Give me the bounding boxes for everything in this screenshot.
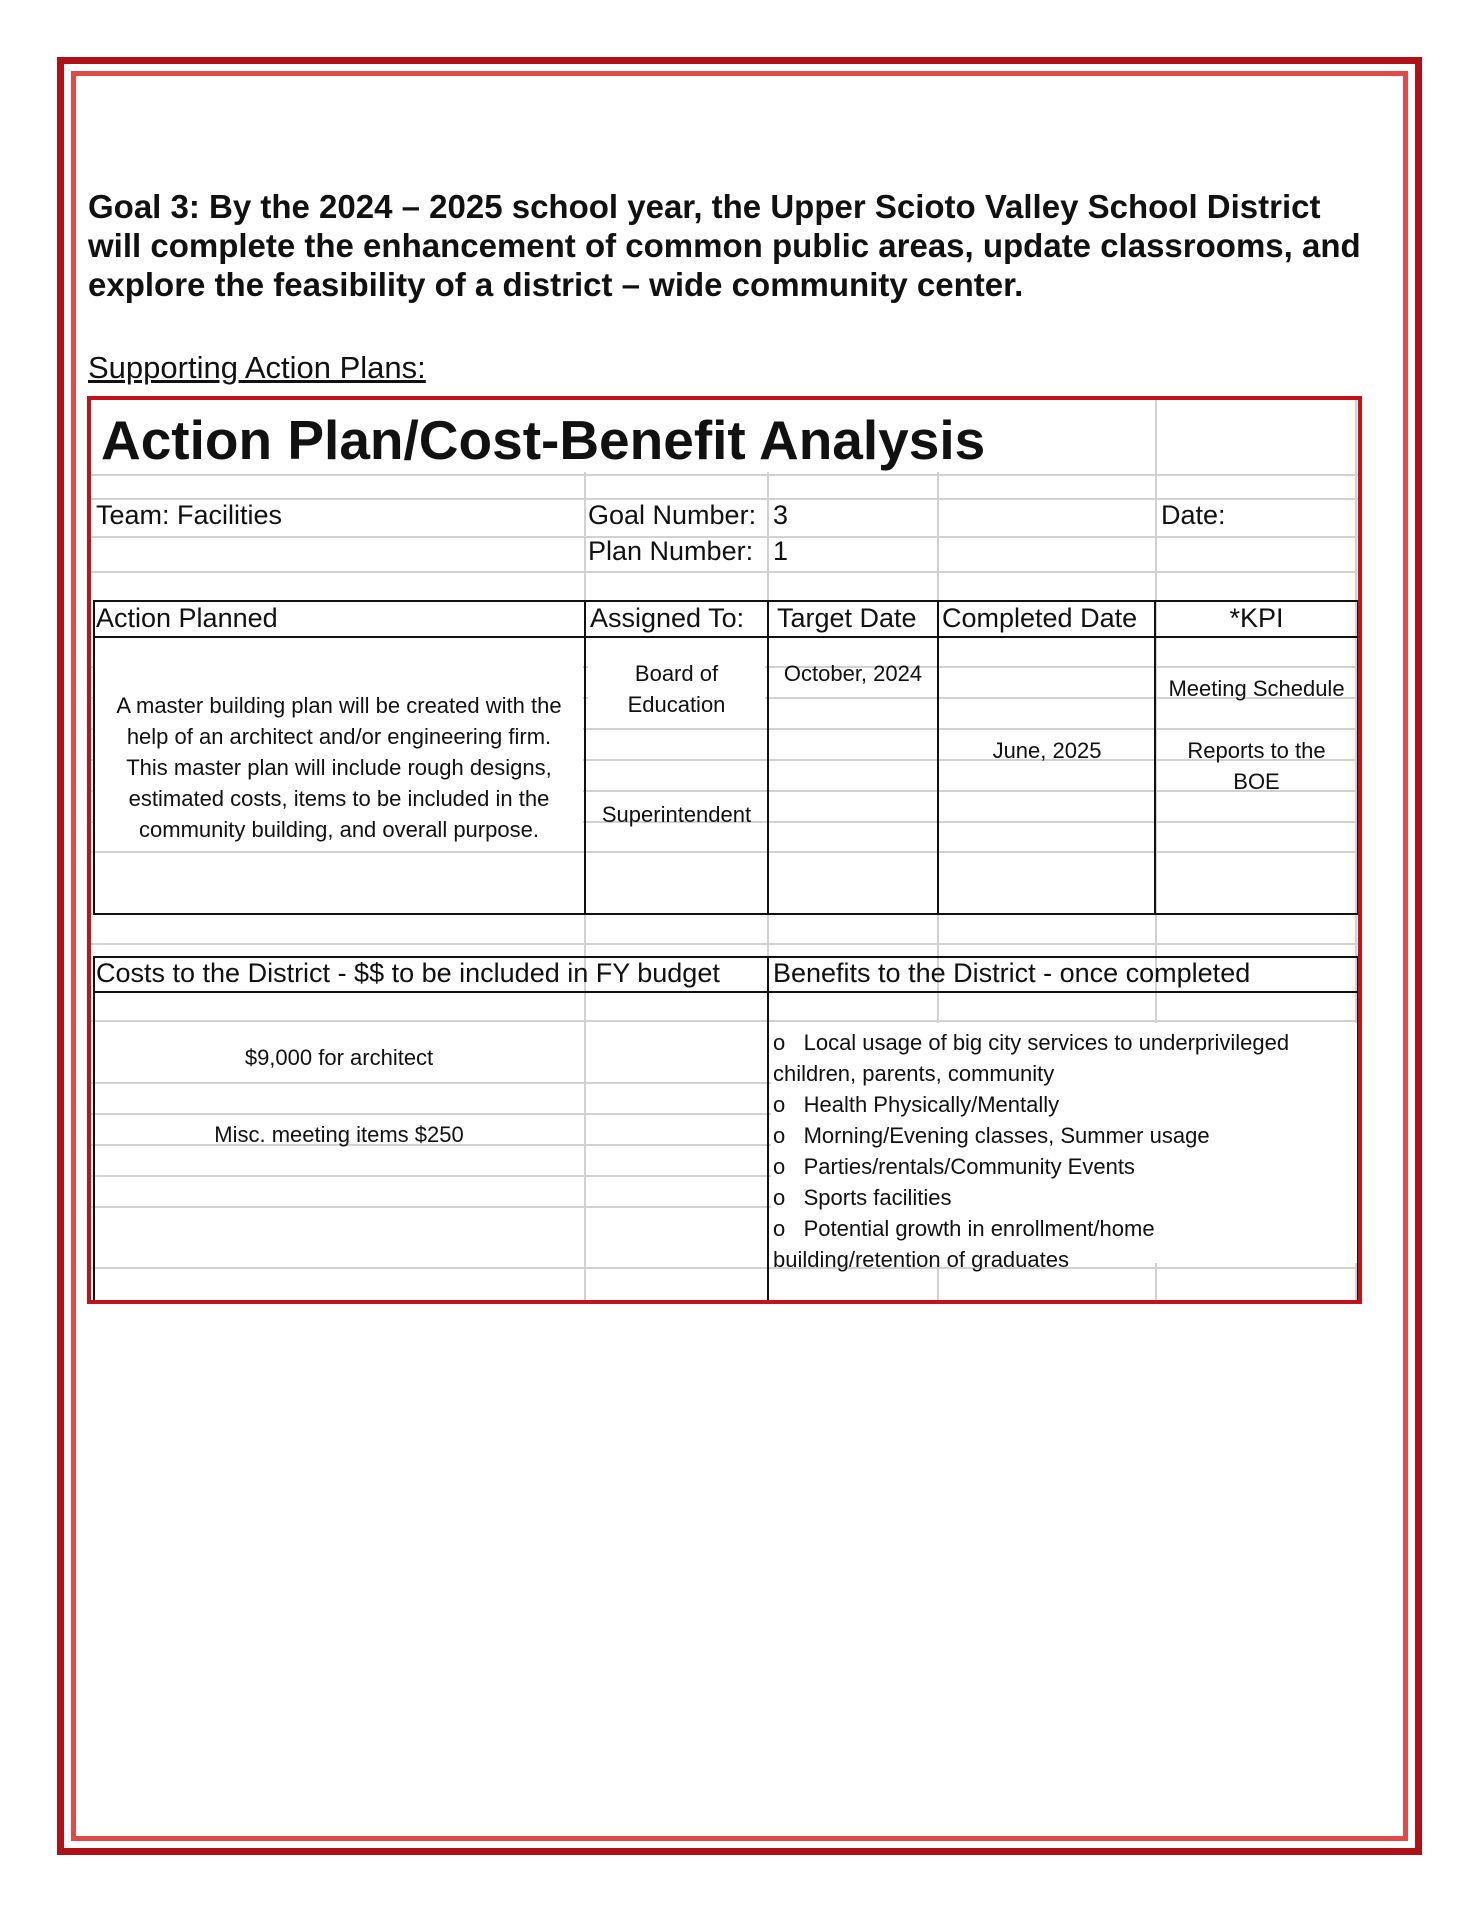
action-line: A master building plan will be created with the xyxy=(116,693,562,718)
goal-number-label: Goal Number: xyxy=(588,500,757,530)
plan-number-label: Plan Number: xyxy=(588,536,754,566)
table-border xyxy=(767,600,769,915)
action-line: help of an architect and/or engineering firm. xyxy=(126,724,552,749)
action-plan-sheet xyxy=(87,396,1362,1304)
bullet: o xyxy=(773,1185,786,1210)
supporting-action-plans-heading: Supporting Action Plans: xyxy=(88,350,426,385)
goal-line: explore the feasibility of a district – wide community center. xyxy=(88,266,1024,303)
plan-number-value: 1 xyxy=(773,536,789,566)
kpi-line: BOE xyxy=(1233,769,1280,794)
benefit-text: Potential growth in enrollment/home xyxy=(803,1216,1155,1241)
benefit-text: children, parents, community xyxy=(773,1061,1055,1086)
gridline xyxy=(91,943,1362,945)
gridline xyxy=(91,571,1362,573)
header-action-planned: Action Planned xyxy=(96,603,278,633)
action-line: estimated costs, items to be included in the xyxy=(128,786,550,811)
action-line: community building, and overall purpose. xyxy=(139,817,539,842)
gridline xyxy=(91,851,1362,853)
table-border xyxy=(93,913,1359,915)
header-completed-date: Completed Date xyxy=(942,603,1138,633)
date-label: Date: xyxy=(1161,500,1226,530)
benefit-item xyxy=(773,1027,1289,1275)
gridline xyxy=(91,1020,1362,1022)
assigned-board xyxy=(586,658,767,720)
benefit-text: building/retention of graduates xyxy=(773,1247,1069,1272)
assigned-line: Board of xyxy=(634,661,719,686)
table-border xyxy=(93,636,1359,638)
kpi-meeting: Meeting Schedule xyxy=(1168,676,1345,701)
benefit-text: Morning/Evening classes, Summer usage xyxy=(803,1123,1210,1148)
assigned-line: Education xyxy=(627,692,726,717)
bullet: o xyxy=(773,1216,786,1241)
sheet-title: Action Plan/Cost-Benefit Analysis xyxy=(101,409,986,471)
cost-item: Misc. meeting items $250 xyxy=(214,1122,464,1147)
header-assigned-to: Assigned To: xyxy=(590,603,745,633)
goal-line: will complete the enhancement of common public areas, update classrooms, and xyxy=(88,227,1361,264)
completed-date-value: June, 2025 xyxy=(992,738,1102,763)
bullet: o xyxy=(773,1092,786,1117)
benefit-text: Parties/rentals/Community Events xyxy=(803,1154,1135,1179)
bullet: o xyxy=(773,1030,786,1055)
table-border xyxy=(1357,600,1359,915)
assigned-superintendent: Superintendent xyxy=(601,802,752,827)
header-target-date: Target Date xyxy=(777,603,917,633)
kpi-line: Reports to the xyxy=(1187,738,1326,763)
target-date-value: October, 2024 xyxy=(783,661,923,686)
gridline xyxy=(91,474,1362,476)
benefit-text: Local usage of big city services to underprivileged xyxy=(803,1030,1290,1055)
table-border xyxy=(93,1302,1359,1304)
benefits-header: Benefits to the District - once completed xyxy=(773,958,1251,988)
table-border xyxy=(584,600,586,915)
bullet: o xyxy=(773,1123,786,1148)
kpi-reports xyxy=(1156,735,1357,797)
team-label: Team: Facilities xyxy=(96,500,283,530)
table-border xyxy=(93,991,1359,993)
header-kpi: *KPI xyxy=(1229,603,1284,633)
benefit-text: Sports facilities xyxy=(803,1185,952,1210)
goal-statement xyxy=(88,187,1413,304)
table-border xyxy=(767,956,769,1304)
cost-item: $9,000 for architect xyxy=(244,1045,434,1070)
bullet: o xyxy=(773,1154,786,1179)
table-border xyxy=(93,600,1359,602)
goal-number-value: 3 xyxy=(773,500,789,530)
costs-header: Costs to the District - $$ to be included in FY budget xyxy=(96,958,720,988)
goal-line: Goal 3: By the 2024 – 2025 school year, the Upper Scioto Valley School District xyxy=(88,188,1321,225)
action-description xyxy=(95,690,583,845)
action-line: This master plan will include rough designs, xyxy=(126,755,552,780)
table-border xyxy=(1357,956,1359,1304)
benefit-text: Health Physically/Mentally xyxy=(803,1092,1060,1117)
